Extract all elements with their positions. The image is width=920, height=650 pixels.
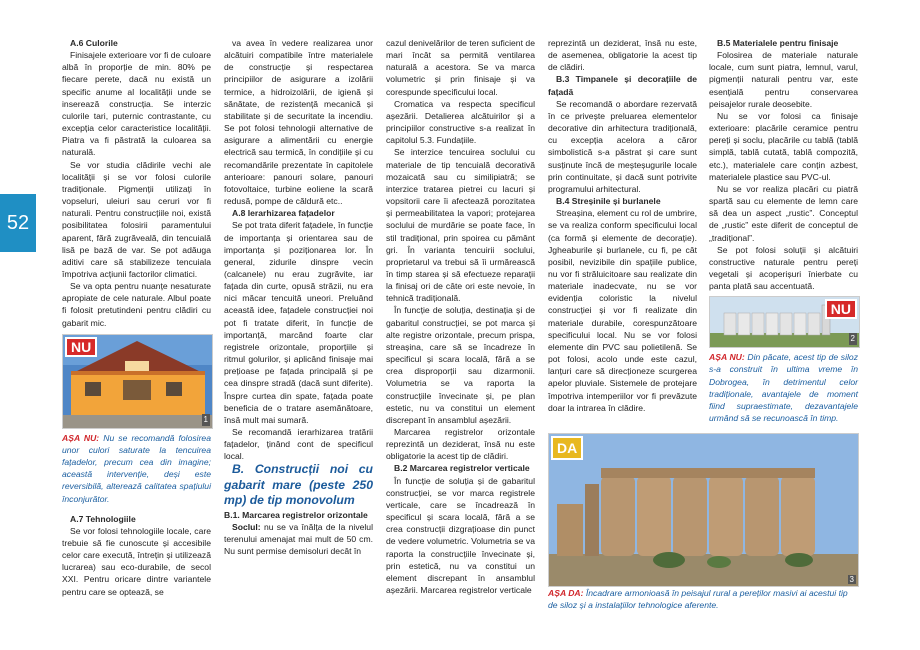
caption-1: [62, 432, 211, 505]
heading-b1: B.1. Marcarea registrelor orizontale: [224, 509, 368, 520]
paragraph: Se vor studia clădirile vechi ale localității și se vor folosi culorile tradiționale. Pigmenții utilizați în vopseluri, uleiuri sau ceruri vor fi naturali. Pentru construcțiile noi, există posibilitatea folosirii paramentului aparent, fără zugrăveală, din tencuială lisă pe bază de var. Se pot adăuga aditivi care să stabilizeze tencuiala împotriva acțiunii factorilor climatici.: [62, 159, 211, 279]
paragraph: Se interzice tencuirea soclului cu materiale de tip tencuială decorativă mozaicată sau cu similipiatră; se interzice tratarea pietrei cu lacuri și vopsitorii care îi afectează porozitatea și permeabilitatea la vapori; protejarea soclului de murdărie se poate face, în stil tradițional, prin spoirea cu pământ gri. În varianta tencuirii soclului, proprietarul va trebui să îi urmărească în timp starea și să efectueze reparații la finisaj ori de câte ori este nevoie, în tehnică tradițională.: [386, 147, 535, 304]
heading-b4: B.4 Streșinile și burlanele: [556, 196, 661, 207]
heading-tehnologiile: A.7 Tehnologiile: [70, 513, 136, 524]
column-5: [709, 37, 858, 424]
paragraph: Marcarea registrelor orizontale reprezintă un deziderat, însă nu este obligatorie la acest tip de clădiri.: [386, 427, 535, 462]
page-number: 52: [6, 211, 30, 234]
figure-number: 2: [849, 333, 857, 345]
caption-3: [548, 587, 857, 611]
paragraph: reprezintă un deziderat, însă nu este, de asemenea, obligatorie la acest tip de clădiri.: [548, 38, 697, 73]
paragraph: Streașina, element cu rol de umbrire, se va realiza conform specificului local (ca formă și elemente de decorație). Jgheaburile și burlanele, cu fi, pe cât posibil, nevizibile din spațiile publice, nu vor fi străluicitoare sau realizate din materiale inadecvate, nu se vor evidenția coloristic la nivelul construcției și vor fi realizate din materiale durabile, corespunzătoare specificului local. Nu se vor folosi elemente din PVC sau polietilenă. Se pot folosi, acolo unde este cazul, lanțuri care să direcționeze scurgerea apelor pluviale. Sistemele de protejare împotriva intemperiilor vor fi prevăzute doar la intrarea în clădire.: [548, 208, 697, 413]
paragraph: Cromatica va respecta specificul așezării. Detalierea alcătuirilor și a principiilor constructive s-a realizat în capitolul 5.3. Fundațiile.: [386, 98, 535, 146]
caption-label: AȘA NU:: [709, 352, 745, 363]
caption-label: AȘA DA:: [548, 588, 584, 598]
photo-metal-silos: [709, 296, 860, 348]
heading-ierarhizarea: A.8 Ierarhizarea fațadelor: [232, 208, 335, 219]
photo-orange-house: [62, 334, 213, 429]
section-b-title: B. Construcții noi cu gabarit mare (peste 250 mp) de tip monovolum: [224, 462, 373, 508]
paragraph: Se recomandă o abordare rezervată în ce privește preluarea elementelor decorative din arhitectura tradițională, cu excepția acelora a căror simbolistică s-a păstrat și care sunt susținute încă de meșteșugurile locale prin continuitate, și dacă sunt potrivite programului arhitectural.: [548, 98, 697, 194]
nu-badge: NU: [825, 299, 857, 319]
paragraph: Nu se vor realiza placări cu piatră spartă sau cu elemente de lemn care să dea un aspect „rustic”. Conceptul de „rustic” este diferit de conceptul de „tradițional”.: [709, 183, 858, 243]
paragraph: cazul denivelărilor de teren suficient de mari încât sa permită ventilarea naturală a acestora. Se va marca volumetric și prin finisaje și va corespunde specificului local.: [386, 38, 535, 97]
paragraph: Nu se vor folosi ca finisaje exterioare: placările ceramice pentru pereți și soclu, placările cu tablă (tablă simplă, tablă cutată, tablă compozită, etc.), materialele care conțin azbest, materialele plastice sau PVC-ul.: [709, 110, 858, 182]
column-1: [62, 37, 211, 598]
heading-b3: B.3 Timpanele și decorațiile de fațadă: [548, 74, 697, 97]
caption-text: Din păcate, acest tip de siloz s-a construit în ultima vreme în Dobrogea, în detrimentul celor tradiționale, avantajele de moment fiind supraestimate, dezavantajele urmând să se recunoască în timp.: [709, 352, 858, 424]
paragraph: Folosirea de materiale naturale locale, cum sunt piatra, lemnul, varul, pigmenții naturali pentru var, este esențială pentru conservarea peisajelor rurale deosebite.: [709, 50, 858, 109]
column-2: [224, 37, 373, 558]
paragraph: va avea în vedere realizarea unor alcătuiri compatibile între materialele de construcție și respectarea principiilor de asigurare a izolării termice, a hidroizolării, de igienă și sănătate, de rezistență mecanică și stabilitate și de securitate la incendiu. Se pot folosi tehnologii alternative de asigurare a alimentării cu energie electrică sau termică, în condițiile și cu recomandările prezentate în capitolele anterioare: panouri solare, panouri fotovoltaice, turbine eoliene la scară redusă, pompe de căldură etc..: [224, 38, 373, 207]
heading-culorile: A.6 Culorile: [70, 38, 118, 48]
paragraph: Se pot trata diferit fațadele, în funcție de importanța și orientarea sau de importanța și poziționarea lor. În general, zidurile dinspre vecin (calcanele) nu erau zugrăvite, iar fațada din curte, opusă străzii, nu era nici măcar tencuită uneori. Preluând această idee, fațadele construcției noi pot fi tratate diferit, în funcție de importanță, marcând foarte clar registrele orizontale, proporțiile și ritmul golurilor, și aplicând finisaje mai prețioase pe fațada principală și pe cea dinspre stradă (dacă sunt diferite). Înspre curtea din spate, fațada poate beneficia de o tratare asemănătoare, însă mult mai sumară.: [224, 220, 373, 425]
heading-b2: B.2 Marcarea registrelor verticale: [394, 463, 530, 474]
caption-text: Nu se recomandă folosirea unor culori saturate la tencuirea fațadelor, precum cea din imagine; această intervenție, deși este reversibilă, alterează calitatea spațiului înconjurător.: [62, 432, 211, 504]
paragraph: Se recomandă ierarhizarea tratării fațadelor, ținând cont de specificul local.: [224, 427, 373, 462]
paragraph: Se pot folosi soluții și alcătuiri constructive naturale pentru pereți vegetali și acoperișuri înierbate cu panta plată sau accentuată.: [709, 244, 858, 292]
paragraph: În funcție de soluția și de gabaritul construcției, se vor marca registrele verticale, care se încadrează în specificul și scara locală, fără a se crea construcții dizgrațioase din punct de vedere volumetric. Volumetria se va raporta la construcțiile învecinate și, prin estetică, nu va constitui un element discrepant în ansamblul așezării. Marcarea registrelor verticale: [386, 475, 535, 596]
figure-number: 3: [849, 575, 854, 584]
column-4: [548, 37, 697, 414]
figure-number: 1: [202, 414, 210, 426]
paragraph: Se va opta pentru nuanțe nesaturate apropiate de cele naturale. Albul poate fi folosit pretutindeni pentru clădiri cu gabarit mic.: [62, 281, 211, 328]
paragraph: În funcție de soluția, destinația și de gabaritul construcției, se pot marca și alte registre orizontale, precum prispa, streașina, care să se încadreze în specificul și scara locală, fără a se crea disproporții sau dizarmonii. Volumetria se va raporta la construcțiile învecinate și, pe plan estetic, nu va constitui un element discrepant în ansamblul așezării.: [386, 305, 535, 425]
caption-text: Încadrare armonioasă în peisajul rural a pereților masivi ai acestui tip de siloz și a instalațiilor tehnologice aferente.: [548, 588, 848, 610]
column-3: [386, 37, 535, 596]
concrete-silo-illustration: [549, 434, 858, 586]
da-badge: DA: [551, 436, 583, 460]
heading-b5: B.5 Materialele pentru finisaje: [717, 38, 839, 48]
caption-label: AȘA NU:: [62, 432, 100, 443]
caption-2: [709, 351, 858, 424]
nu-badge: NU: [65, 337, 97, 357]
paragraph: Finisajele exterioare vor fi de culoare albă în proporție de min. 80% pe fiecare perete, dacă nu există un specific anume al localității unde se inserează construcția. Se interzic culorile tari, puternic contrastante, cu excepția celor caracteristice localității. Piatra va fi păstrată la culoarea sa naturală.: [62, 50, 211, 158]
paragraph: Soclul: nu se va înălța de la nivelul terenului amenajat mai mult de 50 cm. Nu sunt permise demisoluri decât în: [224, 522, 373, 557]
photo-concrete-silos: [548, 433, 859, 587]
page-number-tab: [0, 194, 36, 252]
paragraph: Se vor folosi tehnologiile locale, care trebuie să fie cunoscute și accesibile celor care execută, întrețin și utilizează lucrarea) sau eco-durabile, de secol XXI. Pentru oricare dintre variantele pentru care se optează, se: [62, 525, 211, 597]
